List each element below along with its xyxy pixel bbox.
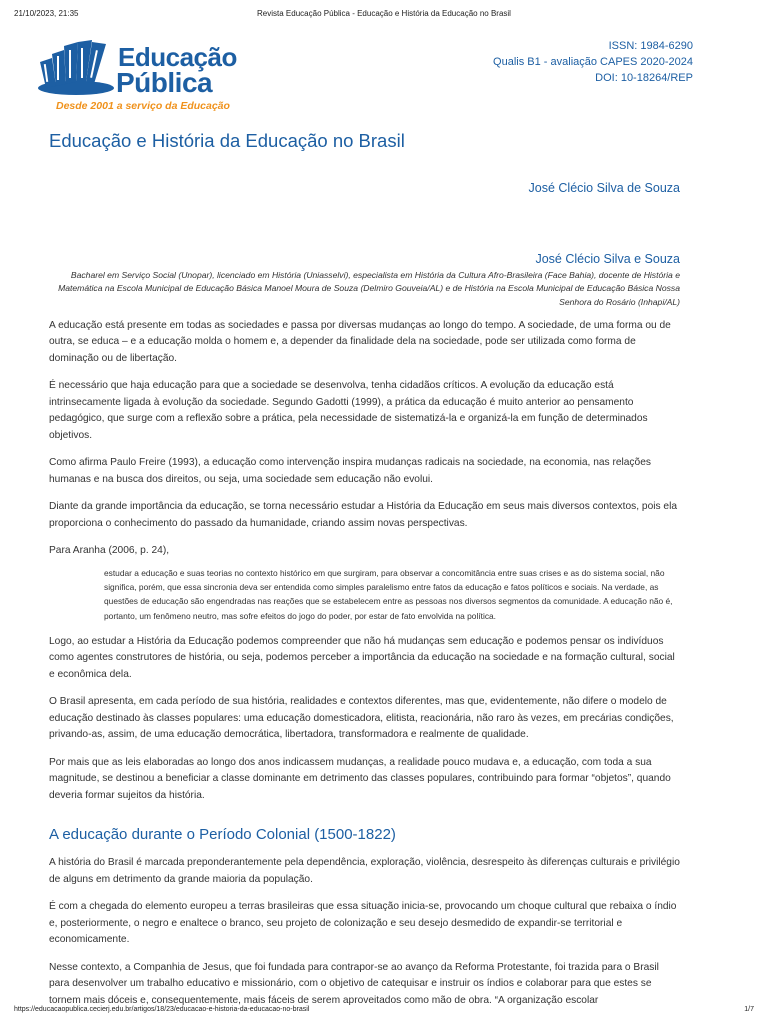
books-fan-icon [36, 36, 116, 98]
paragraph: É necessário que haja educação para que a sociedade se desenvolva, tenha cidadãos críticos. A evolução da educação está intrinsecamente ligada à evolução da sociedade. Segundo Gadotti (1999), a prática da educação é muito anterior ao pensamento pedagógico, que surge com a reflexão sobre a prática, pela necessidade de sistematizá-la e organizá-la em função de determinados objetivos. [49, 380, 648, 441]
paragraph: Para Aranha (2006, p. 24), [49, 545, 170, 557]
paragraph: Nesse contexto, a Companhia de Jesus, que foi fundada para contrapor-se ao avanço da Reforma Protestante, foi trazida para o Brasil para desenvolver um trabalho educativo e missionário, com o objetivo de catequisar e instruir os índios e colaborar para que estes se tornem mais dóceis e, consequentemente, mais fáceis de serem aproveitados como mão de obra. “A organização escolar [49, 961, 659, 1006]
paragraph: É com a chegada do elemento europeu a terras brasileiras que essa situação inicia-se, provocando um choque cultural que rebaixa o índio e, posteriormente, o negro e enaltece o branco, seu projeto de colonização e seu desejo desmedido de expandir-se territorial e economicamente. [49, 901, 677, 946]
doi-text: DOI: 10-18264/REP [595, 72, 693, 84]
paragraph: Diante da grande importância da educação, se torna necessário estudar a História da Educação em seus mais diversos contextos, pois ela proporciona o conhecimento do passado da humanidade, criando assim novas perspectivas. [49, 501, 678, 529]
logo-tagline: Desde 2001 a serviço da Educação [56, 100, 230, 112]
page-number: 1/7 [744, 1006, 754, 1013]
paragraph: Logo, ao estudar a História da Educação podemos compreender que não há mudanças sem educação e podemos pensar os indivíduos como agentes construtores de história, ou seja, podemos perceber a importância da educação na sociedade e na formação cultural, social e econômica dela. [49, 635, 675, 680]
article-title: Educação e História da Educação no Brasil [49, 130, 405, 151]
article-author-byline[interactable]: José Clécio Silva de Souza [528, 181, 680, 195]
educacao-publica-logo[interactable] [36, 36, 256, 116]
paragraph: Como afirma Paulo Freire (1993), a educação como intervenção inspira mudanças radicais na sociedade, na economia, nas relações humanas e na busca dos direitos, ou seja, uma sociedade sem educação não evolui. [49, 457, 651, 485]
article-content [49, 130, 680, 1009]
issn-text: ISSN: 1984-6290 [608, 40, 693, 52]
print-header [14, 9, 754, 21]
journal-info [493, 38, 693, 86]
paragraph: Por mais que as leis elaboradas ao longo dos anos indicassem mudanças, a realidade pouco mudava e, a educação, com toda a sua magnitude, se destinou a beneficiar a classe dominante em detrimento das classes populares, contribuindo para formar “objetos”, quando deveria formar sujeitos da história. [49, 756, 671, 801]
block-quote: estudar a educação e suas teorias no contexto histórico em que surgiram, para observar a concomitância entre suas crises e as do sistema social, não significa, porém, que essa sincronia deva ser entendida como simples paralelismo entre fatos da educação e fatos políticos e sociais. Na verdade, as questões de educação são engendradas nas reações que se estabelecem entre as pessoas nos diversos segmentos da comunidade. A educação não é, portanto, um fenômeno neutro, mas sofre efeitos do jogo do poder, por estar de fato envolvida na política. [104, 567, 673, 621]
section-heading: A educação durante o Período Colonial (1500-1822) [49, 826, 396, 844]
paragraph: A educação está presente em todas as sociedades e passa por diversas mudanças ao longo do tempo. A sociedade, de uma forma ou de outra, se educa – e a educação molda o homem e, a depender da finalidade dela na sociedade, pode ser utilizada como forma de dominação ou de libertação. [49, 319, 671, 364]
print-datetime: 21/10/2023, 21:35 [14, 9, 79, 18]
print-url: https://educacaopublica.cecierj.edu.br/artigos/18/23/educacao-e-historia-da-educacao-no-brasil [14, 1006, 310, 1013]
qualis-text: Qualis B1 - avaliação CAPES 2020-2024 [493, 56, 693, 68]
logo-text-line1: Educação [118, 42, 237, 72]
paragraph: A história do Brasil é marcada preponderantemente pela dependência, exploração, violência, desrespeito às diferenças culturais e privilégio de alguns em detrimento da grande maioria da população. [49, 857, 680, 885]
author-bio: Bacharel em Serviço Social (Unopar), licenciado em História (Uniasselvi), especialista em História da Cultura Afro-Brasileira (Face Bahia), docente de História e Matemática na Escola Municipal de Educação Básica Manoel Moura de Souza (Delmiro Gouveia/AL) e de História na Escola Municipal de Educação Básica Nossa Senhora do Rosário (Inhapi/AL) [58, 270, 680, 307]
logo-text-line2: Pública [116, 67, 213, 98]
paragraph: O Brasil apresenta, em cada período de sua história, realidades e contextos diferentes, mas que, evidentemente, não difere o modelo de educação destinado às classes populares: uma educação domesticadora, elitista, reacionária, não raro às vezes, em precárias condições, privando-as, assim, de uma educação democrática, libertadora, transformadora e realmente de qualidade. [49, 696, 674, 741]
author-name: José Clécio Silva e Souza [535, 252, 680, 266]
print-page-title: Revista Educação Pública - Educação e História da Educação no Brasil [257, 9, 511, 18]
print-footer [14, 1006, 754, 1018]
